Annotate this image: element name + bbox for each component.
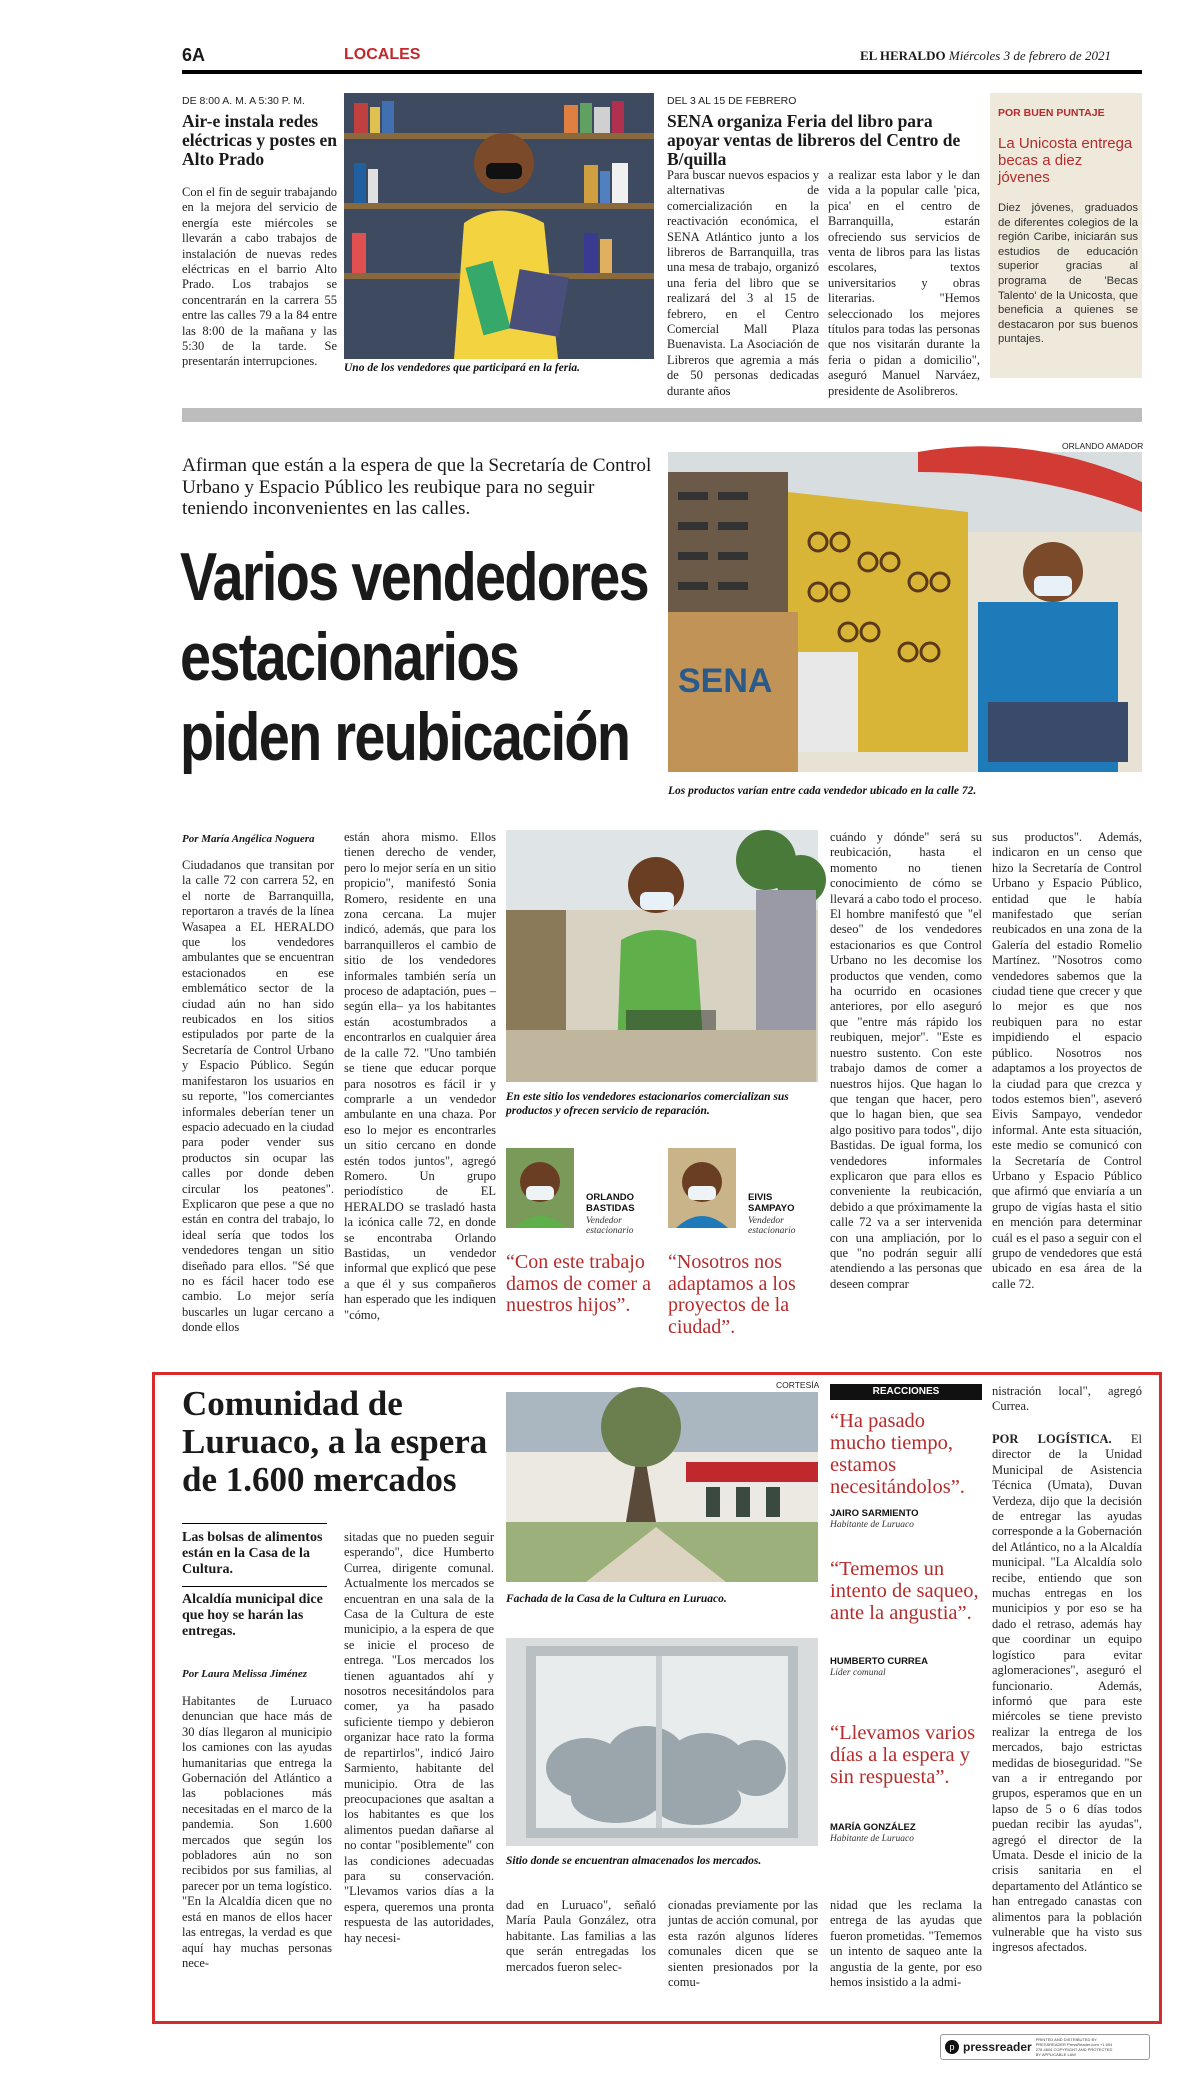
q1-name: ORLANDO BASTIDAS <box>586 1192 635 1214</box>
main-body-col2: están ahora mismo. Ellos tienen derecho de vender, pero lo mejor sería en un sitio propicio", manifestó Sonia Romero, residente en una zona cercana. La mujer indicó, además, que para los barranquilleros el cambio de sitio de los vendedores informales también sería un proceso de adaptación, pues –según ella– ya los habitantes están acostumbrados a encontrarlos en cualquier área de la calle 72. "Uno también se tiene que educar porque para nosotros es fácil ir y comprarle a un vendedor ambulante en una chaza. Por eso lo mejor es encontrarles un sitio cercano en donde estén todos juntos", agregó Romero. Un grupo periodístico de EL HERALDO se trasladó hasta la icónica calle 72, en donde se encontraba Orlando Bastidas, un vendedor informal que explicó que pese a que él y sus compañeros han esperado que les indiquen "cómo, <box>344 830 496 1322</box>
svg-text:SENA: SENA <box>678 662 773 700</box>
luruaco-body-col6-lead: nistración local", agregó Currea. <box>992 1384 1142 1414</box>
bookseller-photo <box>344 93 654 359</box>
page-number: 6A <box>182 45 206 65</box>
luruaco-body-col5: nidad que les reclama la entrega de las ayudas que fueron prometidas. "Tememos un intento de saqueo ante la angustia de la gente, por eso hemos insistido a la admi- <box>830 1898 982 1990</box>
repair-vendor-photo <box>506 830 818 1082</box>
paper-name: EL HERALDO <box>860 48 946 63</box>
reaction3-name: MARÍA GONZÁLEZ <box>830 1822 916 1833</box>
q2-quote: “Nosotros nos adaptamos a los proyectos de la ciudad”. <box>668 1251 796 1338</box>
reaction1-quote: “Ha pasado mucho tiempo, estamos necesitándolos”. <box>830 1410 965 1499</box>
story2-headline: SENA organiza Feria del libro para apoyar ventas de libreros del Centro de B/quilla <box>667 111 961 169</box>
main-photo-credit: ORLANDO AMADOR <box>1062 441 1144 451</box>
luruaco-photo-credit: CORTESÍA <box>776 1380 820 1390</box>
luruaco-headline: Comunidad de Luruaco, a la espera de 1.600 mercados <box>182 1384 488 1499</box>
orlando-bastidas-portrait <box>506 1148 574 1228</box>
story2-body-col2: a realizar esta labor y le dan vida a la popular calle 'pica, pica' en el centro de Barranquilla, estarán ofreciendo sus servicios de venta de libros para las listas escolares, textos universitarios y obras literarias. "Hemos seleccionado los mejores títulos para todas las personas que nos visitarán durante la feria o pidan a domicilio", aseguró Manuel Narváez, presidente de Asolibreros. <box>828 168 980 398</box>
q2-name: EIVIS SAMPAYO <box>748 1192 795 1214</box>
luruaco-body-col2: sitadas que no pueden seguir esperando", dice Humberto Currea, dirigente comunal. Actualmente los mercados se encuentran en una sala de la Casa de la Cultura de este municipio, a la espera de que se inicie el proceso de entrega. "Los mercados los tienen aguantados ahí y nosotros necesitándolos para comer, ya ha pasado suficiente tiempo y debieron organizar hace rato la forma de repartirlos", indicó Jairo Sarmiento, habitante del municipio. Otra de las preocupaciones que asaltan a los habitantes es que los alimentos puedan dañarse al no contar "posiblemente" con las condiciones adecuadas para su conservación. "Llevamos varios días a la espera, queremos una pronta respuesta de las autoridades, hay necesi- <box>344 1530 494 1945</box>
story2-body-col1: Para buscar nuevos espacios y alternativas de comercialización en la reactivación económica, el SENA Atlántico junto a los libreros de Barranquilla, tras una mesa de trabajo, organizó una feria del libro que se realizará del 3 al 15 de febrero, en el Centro Comercial Mall Plaza Buenavista. La Asociación de Libreros que agremia a más de 50 personas dedicadas durante años <box>667 168 819 398</box>
reaction3-quote: “Llevamos varios días a la espera y sin respuesta”. <box>830 1722 976 1789</box>
main-headline-line1: Varios vendedores <box>180 539 649 615</box>
glasses-vendor-photo <box>668 452 1142 772</box>
luruaco-body-col1: Habitantes de Luruaco denuncian que hace más de 30 días llegaron al municipio los camiones con las ayudas humanitarias que entrega la Gobernación del Atlántico a las poblaciones más necesitadas en el marco de la pandemia. Son 1.600 mercados que según los pobladores aún no son recibidos por sus familias, al parecer por un tema logístico. "En la Alcaldía dicen que no está en manos de ellos hacer las entregas, la verdad es que aquí hay muchas personas nece- <box>182 1694 332 1970</box>
luruaco-body-col3: dad en Luruaco", señaló María Paula González, otra habitante. Las familias a las que serán entregadas los mercados fueron selec- <box>506 1898 656 1974</box>
pressreader-brand: pressreader <box>963 2040 1032 2054</box>
story1-kicker: DE 8:00 A. M. A 5:30 P. M. <box>182 95 305 107</box>
sidebar-tag: POR BUEN PUNTAJE <box>998 107 1105 119</box>
masthead-date <box>860 48 1111 64</box>
mercados-storage-photo <box>506 1638 818 1846</box>
main-headline-line3: piden reubicación <box>180 699 630 775</box>
section-label: LOCALES <box>344 46 421 63</box>
luruaco-dek2: Alcaldía municipal dice que hoy se harán las entregas. <box>182 1592 323 1639</box>
q2-role: Vendedor estacionario <box>748 1216 796 1236</box>
luruaco-dek1: Las bolsas de alimentos están en la Casa de la Cultura. <box>182 1530 323 1577</box>
repair-vendor-caption: En este sitio los vendedores estacionarios comercializan sus productos y ofrecen servicio de reparación. <box>506 1091 789 1117</box>
bookseller-photo-caption: Uno de los vendedores que participará en la feria. <box>344 362 581 374</box>
story1-headline: Air-e instala redes eléctricas y postes en Alto Prado <box>182 111 338 169</box>
issue-date: Miércoles 3 de febrero de 2021 <box>948 48 1111 63</box>
eivis-sampayo-portrait <box>668 1148 736 1228</box>
story2-kicker: DEL 3 AL 15 DE FEBRERO <box>667 95 797 107</box>
reaction2-quote: “Tememos un intento de saqueo, ante la angustia”. <box>830 1558 979 1625</box>
section-divider <box>182 408 1142 422</box>
reaction2-name: HUMBERTO CURREA <box>830 1656 928 1667</box>
mercados-storage-caption: Sitio donde se encuentran almacenados los mercados. <box>506 1855 762 1867</box>
main-body-col4: sus productos". Además, indicaron en un censo que hizo la Secretaría de Control Urbano y Espacio Público, entidad que le había manifestado que serían reubicados en una zona de la Galería del estadio Romelio Martínez. "Nosotros como vendedores sabemos que la ciudad tiene que crecer y que lo mejor es que nos reubiquen para no estar impidiendo el espacio público. Nosotros nos adaptamos a los proyectos de la ciudad para que crezca y todos estemos bien", aseveró Eivis Sampayo, vendedor informal. Ante esta situación, este medio se comunicó con la Secretaría de Control Urbano y Espacio Público que afirmó que enviaría a un grupo de vigías hasta el sitio en mención para determinar cuál es el paso a seguir con el grupo de vendedores que está ubicado en esa área de la calle 72. <box>992 830 1142 1291</box>
reaction3-role: Habitante de Luruaco <box>830 1834 914 1844</box>
luruaco-body-col6 <box>992 1432 1142 2014</box>
pressreader-fine-print: PRINTED AND DISTRIBUTED BY PRESSREADER PressReader.com +1 604 278 4604 COPYRIGHT AND PROTECTED BY APPLICABLE LAW <box>1035 2037 1113 2057</box>
col6-text: El director de la Unidad Municipal de Asistencia Técnica (Umata), Duvan Verdeza, dijo que la decisión de entregar las ayudas corresponde a la Gobernación del Atlántico, no a la Alcaldía municipal. "La Alcaldía solo recibe, entiendo que son muchas entregas en los municipios y por eso se ha dado el retraso, además hay que coordinar un equipo logístico para evitar aglomeraciones", aseguró el funcionario. Además, informó que para este miércoles se tiene previsto realizar la entrega de los mercados, bajo estrictas medidas de bioseguridad. "Se van a ir entregando por grupos, esperamos que en un lapso de 5 o 6 días todos puedan recibir las ayudas", agregó el director de la Umata. Desde el inicio de la crisis sanitaria en el departamento del Atlántico se han entregado canastas con alimentos para la población vulnerable que ha visto sus ingresos afectados. <box>992 1432 1142 1955</box>
main-headline-line2: estacionarios <box>180 619 519 695</box>
luruaco-dek-rule2 <box>182 1586 327 1587</box>
reaction2-role: Líder comunal <box>830 1668 886 1678</box>
casa-cultura-photo <box>506 1392 818 1582</box>
luruaco-byline: Por Laura Melissa Jiménez <box>182 1668 307 1680</box>
story1-body: Con el fin de seguir trabajando en la mejora del servicio de energía este miércoles se llevarán a cabo trabajos de instalación de nuevas redes eléctricas en el barrio Alto Prado. Los trabajos se concentrarán en la carrera 55 entre las calles 79 a la 84 entre las 8:00 de la mañana y las 5:30 de la tarde. Se presentarán interrupciones. <box>182 185 337 369</box>
col6-subhead: POR LOGÍSTICA. <box>992 1432 1112 1446</box>
main-dek: Afirman que están a la espera de que la Secretaría de Control Urbano y Espacio Público les reubique para no seguir teniendo inconvenientes en las calles. <box>182 455 652 519</box>
q1-role: Vendedor estacionario <box>586 1216 634 1236</box>
reaction1-name: JAIRO SARMIENTO <box>830 1508 919 1519</box>
pressreader-icon: p <box>945 2040 959 2054</box>
header-rule <box>182 70 1142 74</box>
luruaco-body-col4: cionadas previamente por las juntas de acción comunal, por esta razón algunos líderes comunales dicen que se sienten presionados por la comu- <box>668 1898 818 1990</box>
sidebar-box <box>990 93 1142 378</box>
pressreader-badge <box>940 2034 1150 2060</box>
reaction1-role: Habitante de Luruaco <box>830 1520 914 1530</box>
glasses-vendor-caption: Los productos varían entre cada vendedor ubicado en la calle 72. <box>668 785 977 797</box>
q1-quote: “Con este trabajo damos de comer a nuestros hijos”. <box>506 1251 651 1317</box>
casa-cultura-caption: Fachada de la Casa de la Cultura en Luruaco. <box>506 1593 727 1605</box>
sidebar-headline: La Unicosta entrega becas a diez jóvenes <box>998 135 1133 186</box>
main-body-col3: cuándo y dónde" será su reubicación, hasta el momento no tienen conocimiento de cómo se llevará a cabo todo el proceso. El hombre manifestó que "el deseo" de los vendedores estacionarios es que Control Urbano no les decomise los productos que venden, como ha ocurrido en ocasiones anteriores, por ello aseguró que "entre más rápido los reubiquen, mejor". "Este es nuestro sustento. Con este trabajo damos de comer a nuestros hijos. Que hagan lo que tengan que hacer, pero que lo hagan bien, que sea algo positivo para todos", dijo Bastidas. De igual forma, los vendedores informales explicaron que para ellos es conveniente la reubicación, debido a que próximamente la calle 72 va a ser intervenida con una ampliación, por lo que "no podrán seguir allí atendiendo a las personas que deseen comprar <box>830 830 983 1291</box>
main-byline: Por María Angélica Noguera <box>182 833 315 845</box>
luruaco-dek-rule1 <box>182 1523 327 1524</box>
reacciones-header: REACCIONES <box>830 1384 982 1400</box>
sidebar-body: Diez jóvenes, graduados de diferentes colegios de la región Caribe, iniciarán sus estudios de educación superior gracias al programa de 'Becas Talento' de la Unicosta, que beneficia a quienes se destacaron por sus buenos puntajes. <box>998 202 1138 346</box>
main-body-col1: Ciudadanos que transitan por la calle 72 con carrera 52, en el norte de Barranquilla, reportaron a través de la línea Wasapea a EL HERALDO que los vendedores ambulantes que se encuentran estacionados en ese emblemático sector de la ciudad aún no han sido reubicados en los sitios estipulados por parte de la Secretaría de Control Urbano y Espacio Público. Según manifestaron los usuarios en su reporte, "los comerciantes informales deberían tener un espacio adecuado en la ciudad para poder vender sus productos sin ocupar las calles por donde deben circular los peatones". Explicaron que pese a que no están en contra del trabajo, lo ideal sería que todos los vendedores tengan un sitio diseñado para ellos. "Sé que no es fácil hacer todo ese cambio. Lo mejor sería buscarles un lugar cercano a donde ellos <box>182 858 334 1335</box>
